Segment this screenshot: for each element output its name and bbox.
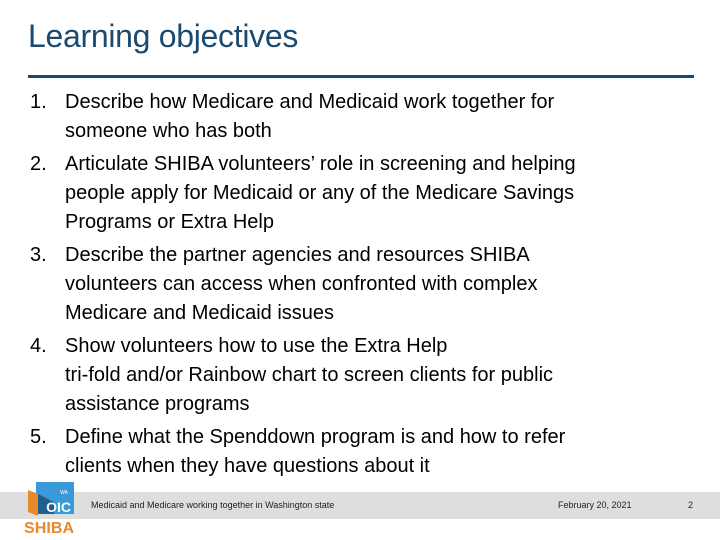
item-line: someone who has both <box>65 120 272 142</box>
objectives-list <box>30 88 710 485</box>
item-number: 4. <box>30 335 47 357</box>
oic-shiba-logo <box>24 482 74 534</box>
item-line: people apply for Medicaid or any of the Medicare Savings <box>65 182 575 204</box>
item-line: Medicare and Medicaid issues <box>65 302 335 324</box>
list-item <box>30 423 710 481</box>
item-line: volunteers can access when confronted with complex <box>65 273 538 295</box>
item-line: Programs or Extra Help <box>65 211 274 233</box>
item-number: 3. <box>30 244 47 266</box>
item-number: 5. <box>30 426 47 448</box>
slide-title: Learning objectives <box>28 18 299 54</box>
item-line: clients when they have questions about it <box>65 455 430 477</box>
list-item <box>30 241 710 328</box>
svg-text:WA: WA <box>60 490 68 496</box>
item-line: Articulate SHIBA volunteers’ role in screening and helping <box>65 153 576 175</box>
list-item <box>30 150 710 237</box>
item-line: Show volunteers how to use the Extra Help <box>65 335 448 357</box>
item-number: 2. <box>30 153 47 175</box>
item-line: assistance programs <box>65 393 250 415</box>
footer-text: Medicaid and Medicare working together in Washington state <box>91 500 335 510</box>
footer-date: February 20, 2021 <box>558 500 632 510</box>
item-line: Describe the partner agencies and resources SHIBA <box>65 244 530 266</box>
list-item <box>30 332 710 419</box>
page-number: 2 <box>688 500 694 510</box>
svg-text:OIC: OIC <box>46 499 71 515</box>
item-number: 1. <box>30 91 47 113</box>
svg-text:SHIBA: SHIBA <box>24 520 74 534</box>
item-line: tri-fold and/or Rainbow chart to screen clients for public <box>65 364 554 386</box>
list-item <box>30 88 710 146</box>
item-line: Define what the Spenddown program is and how to refer <box>65 426 566 448</box>
item-line: Describe how Medicare and Medicaid work together for <box>65 91 555 113</box>
title-divider <box>28 75 694 78</box>
